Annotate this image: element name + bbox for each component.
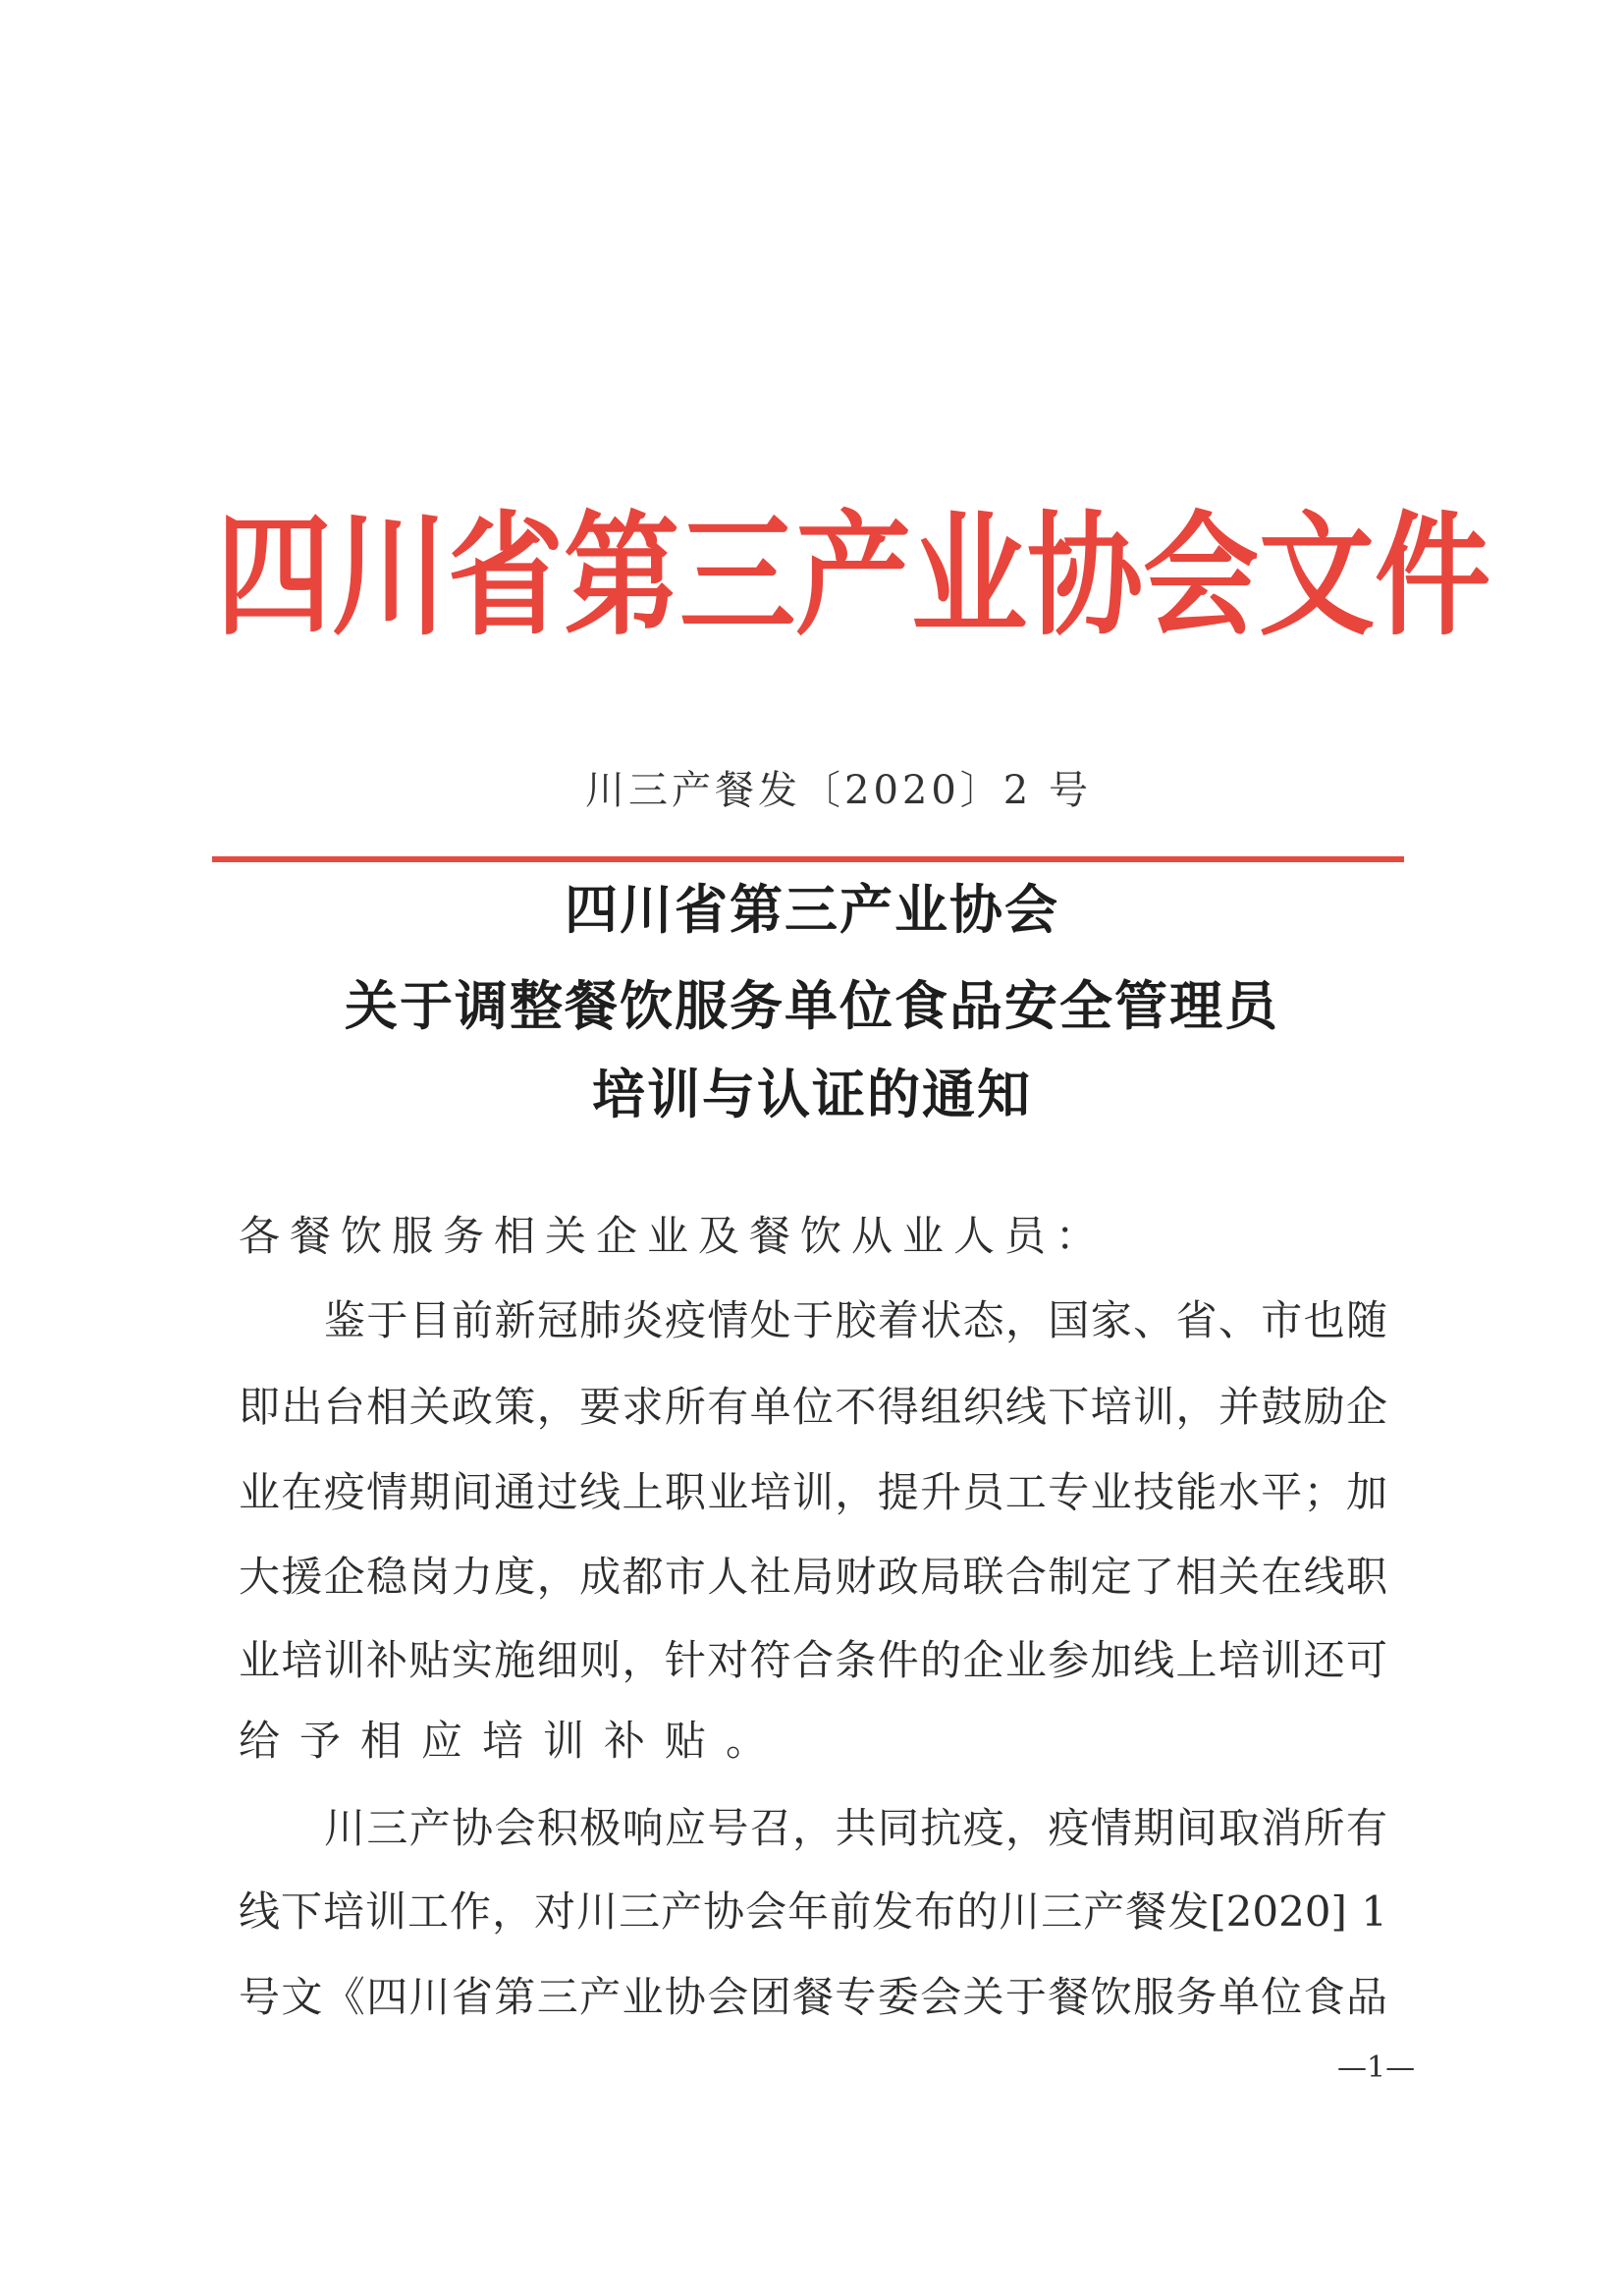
paragraph-1-line: 给予相应培训补贴。 [239, 1717, 787, 1765]
paragraph-1-line: 大援企稳岗力度，成都市人社局财政局联合制定了相关在线职 [239, 1553, 1387, 1601]
paragraph-2-line: 线下培训工作，对川三产协会年前发布的川三产餐发[2020] 1 [239, 1887, 1387, 1936]
red-divider-line [212, 856, 1404, 862]
document-red-header-title: 四川省第三产业协会文件 [216, 497, 1491, 654]
paragraph-1-line: 业在疫情期间通过线上职业培训，提升员工专业技能水平；加 [239, 1468, 1387, 1516]
page-number: —1— [1337, 2050, 1416, 2085]
paragraph-2-line: 号文《四川省第三产业协会团餐专委会关于餐饮服务单位食品 [239, 1973, 1387, 2021]
notice-title-line-1: 四川省第三产业协会 [565, 879, 1059, 941]
paragraph-1-line: 鉴于目前新冠肺炎疫情处于胶着状态，国家、省、市也随 [324, 1296, 1387, 1344]
notice-title-line-2: 关于调整餐饮服务单位食品安全管理员 [345, 975, 1279, 1037]
notice-title-line-3: 培训与认证的通知 [592, 1064, 1032, 1125]
salutation: 各餐饮服务相关企业及餐饮从业人员： [239, 1212, 1108, 1260]
paragraph-1-line: 业培训补贴实施细则，针对符合条件的企业参加线上培训还可 [239, 1636, 1387, 1684]
paragraph-1-line: 即出台相关政策，要求所有单位不得组织线下培训，并鼓励企 [239, 1383, 1387, 1431]
paragraph-2-line: 川三产协会积极响应号召，共同抗疫，疫情期间取消所有 [324, 1804, 1387, 1852]
document-number: 川三产餐发〔2020〕2 号 [585, 768, 1092, 813]
